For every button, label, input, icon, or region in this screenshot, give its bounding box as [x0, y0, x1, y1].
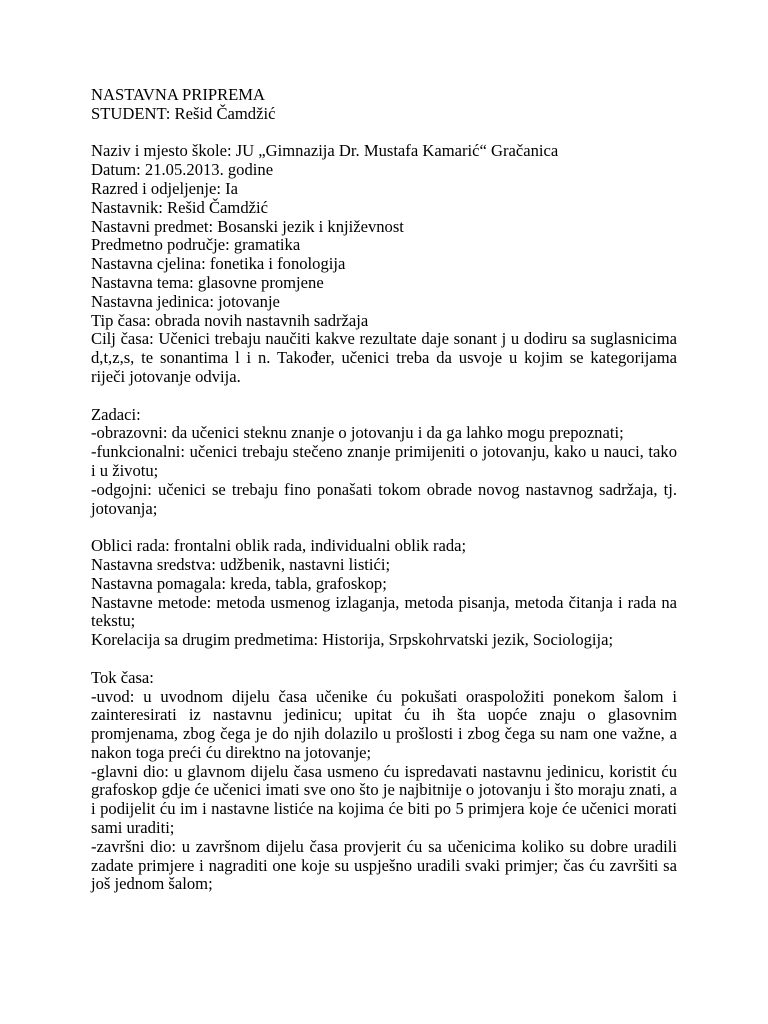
unit-whole-line: Nastavna cjelina: fonetika i fonologija	[91, 254, 346, 274]
spacer	[91, 518, 677, 537]
goal-paragraph: Cilj časa: Učenici trebaju naučiti kakve rezultate daje sonant j u dodiru sa suglasnicima d,t,z,s, te sonantima l i n. Također, učenici treba da usvoje u kojim se kategorijama riječi jotovanje odvija.	[91, 329, 677, 386]
flow-intro: -uvod: u uvodnom dijelu časa učenike ću pokušati oraspoložiti ponekom šalom i zainteresirati iz nastavnu jedinicu; upitat ću ih šta uopće znaju o glasovnim promjenama, zbog čega je do njih dolazilo u prošlosti i zbog čega su nam one važne, a nakon toga preći ću direktno na jotovanje;	[91, 686, 677, 762]
spacer	[91, 124, 677, 143]
teaching-methods-paragraph: Nastavne metode: metoda usmenog izlaganja, metoda pisanja, metoda čitanja i rada na tekstu;	[91, 592, 677, 631]
spacer	[91, 650, 677, 669]
date-line: Datum: 21.05.2013. godine	[91, 160, 274, 180]
student-name: STUDENT: Rešid Čamdžić	[91, 103, 276, 123]
subject-line: Nastavni predmet: Bosanski jezik i književnost	[91, 216, 404, 236]
flow-heading: Tok časa:	[91, 667, 154, 687]
unit-line: Nastavna jedinica: jotovanje	[91, 291, 280, 311]
flow-main: -glavni dio: u glavnom dijelu časa usmeno ću ispredavati nastavnu jedinicu, koristit ću grafoskop gdje će učenici imati sve ono što je najbitnije o jotovanju i što moraju znati, a i podijelit ću im i nastavne listiće na kojima će biti po 5 primjera koje će učenici morati sami uraditi;	[91, 761, 677, 838]
spacer	[91, 387, 677, 406]
flow-final: -završni dio: u završnom dijelu časa provjerit ću sa učenicima koliko su dobre uradili zadate primjere i nagraditi one koje su uspješno uradili svaki primjer; čas ću završiti sa još jednom šalom;	[91, 836, 677, 894]
topic-line: Nastavna tema: glasovne promjene	[91, 272, 324, 292]
teaching-aids-line: Nastavna pomagala: kreda, tabla, grafoskop;	[91, 573, 387, 593]
task-educational: -obrazovni: da učenici steknu znanje o jotovanju i da ga lahko mogu prepoznati;	[91, 423, 624, 443]
school-line: Naziv i mjesto škole: JU „Gimnazija Dr. Mustafa Kamarić“ Gračanica	[91, 141, 559, 161]
lesson-plan	[91, 86, 677, 894]
correlation-line: Korelacija sa drugim predmetima: Historija, Srpskohrvatski jezik, Sociologija;	[91, 630, 614, 650]
document-title: NASTAVNA PRIPREMA	[91, 85, 266, 104]
area-line: Predmetno područje: gramatika	[91, 235, 301, 255]
teaching-means-line: Nastavna sredstva: udžbenik, nastavni listići;	[91, 554, 391, 574]
class-line: Razred i odjeljenje: Ia	[91, 178, 238, 198]
task-upbringing: -odgojni: učenici se trebaju fino ponašati tokom obrade novog nastavnog sadržaja, tj. jotovanja;	[91, 479, 677, 518]
teacher-line: Nastavnik: Rešid Čamdžić	[91, 197, 268, 217]
tasks-heading: Zadaci:	[91, 404, 141, 424]
work-forms-line: Oblici rada: frontalni oblik rada, individualni oblik rada;	[91, 536, 467, 556]
task-functional: -funkcionalni: učenici trebaju stečeno znanje primijeniti o jotovanju, kako u nauci, tako i u životu;	[91, 442, 677, 480]
lesson-type-line: Tip časa: obrada novih nastavnih sadržaja	[91, 310, 369, 330]
